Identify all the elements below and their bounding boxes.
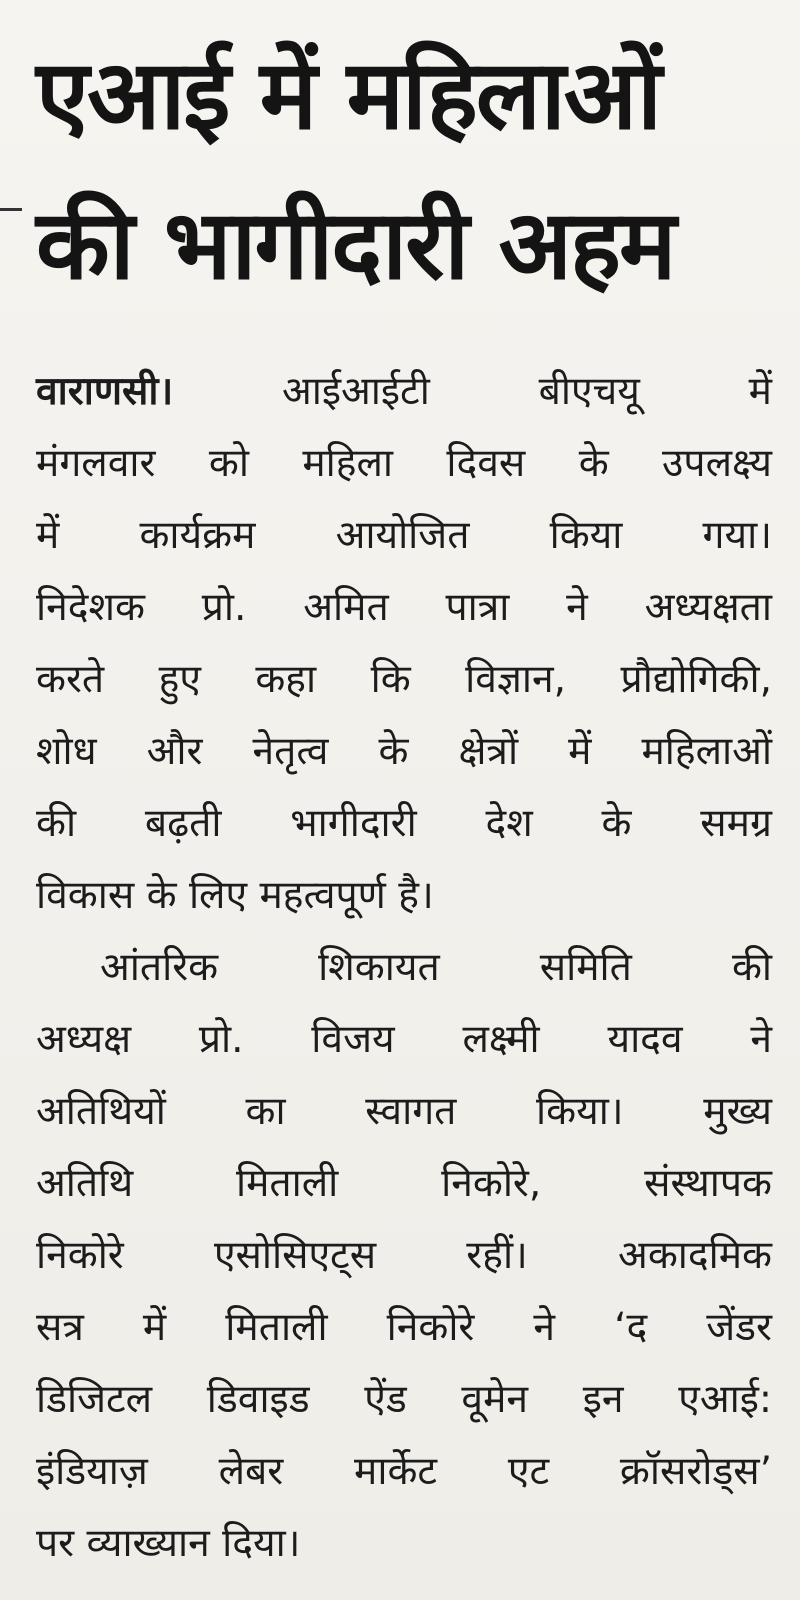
article-line: सत्र में मिताली निकोरे ने ‘द जेंडर	[36, 1305, 772, 1350]
dateline: वाराणसी।	[36, 369, 174, 414]
article-line: पर व्याख्यान दिया।	[36, 1521, 301, 1566]
article-line: डिजिटल डिवाइड ऐंड वूमेन इन एआई:	[36, 1377, 772, 1422]
article-line: अतिथि मिताली निकोरे, संस्थापक	[36, 1161, 772, 1206]
article-line: में कार्यक्रम आयोजित किया गया।	[36, 513, 772, 558]
article-line: इंडियाज़ लेबर मार्केट एट क्रॉसरोड्स’	[36, 1449, 772, 1494]
headline-line-2: की भागीदारी अहम	[36, 189, 675, 301]
article-line: की बढ़ती भागीदारी देश के समग्र	[36, 801, 772, 846]
article-line: अतिथियों का स्वागत किया। मुख्य	[36, 1089, 772, 1134]
article-body	[36, 356, 772, 1580]
article-line-text: आईआईटी बीएचयू में	[282, 369, 772, 414]
article-line: निकोरे एसोसिएट्स रहीं। अकादमिक	[36, 1233, 772, 1278]
paragraph-2	[36, 932, 772, 1580]
article-line	[36, 356, 772, 428]
article-line: मंगलवार को महिला दिवस के उपलक्ष्य	[36, 441, 772, 486]
headline	[36, 20, 772, 320]
article-line: निदेशक प्रो. अमित पात्रा ने अध्यक्षता	[36, 585, 772, 630]
edge-mark	[0, 208, 22, 211]
article-line: करते हुए कहा कि विज्ञान, प्रौद्योगिकी,	[36, 657, 772, 702]
article-line: विकास के लिए महत्वपूर्ण है।	[36, 873, 434, 918]
headline-line-1: एआई में महिलाओं	[36, 39, 660, 151]
article-line: शोध और नेतृत्व के क्षेत्रों में महिलाओं	[36, 729, 772, 774]
article-line: आंतरिक शिकायत समिति की	[100, 945, 772, 990]
article-line: अध्यक्ष प्रो. विजय लक्ष्मी यादव ने	[36, 1017, 772, 1062]
paragraph-1	[36, 356, 772, 932]
